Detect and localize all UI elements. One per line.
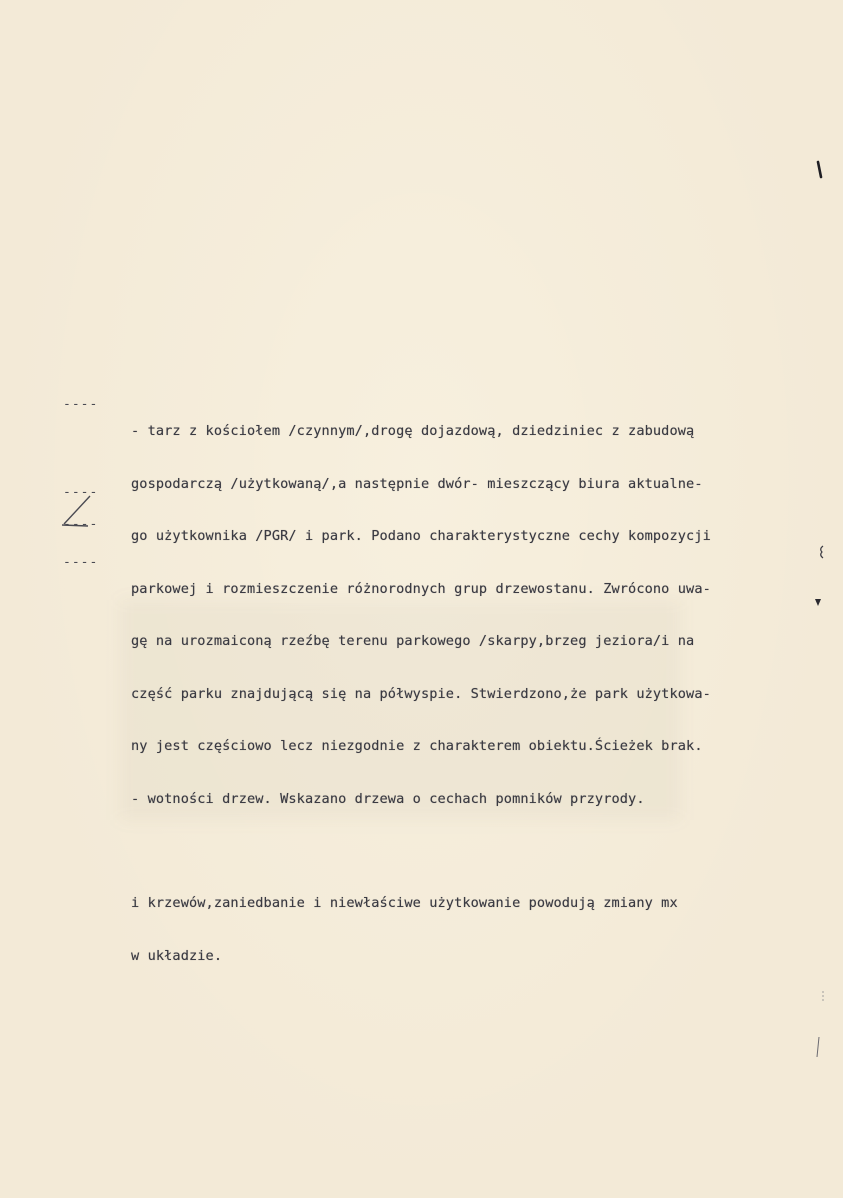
text-line: ny jest częściowo lecz niezgodnie z charakterem obiektu.Ścieżek brak. (131, 738, 703, 754)
text-line: gospodarczą /użytkowaną/,a następnie dwór- mieszczący biura aktualne- (131, 475, 703, 492)
body-text (131, 388, 843, 1000)
text-line: - tarz z kościołem /czynnym/,drogę dojazdową, dziedziniec z zabudową (131, 423, 695, 439)
margin-dash-1: ---- (63, 397, 99, 412)
paragraph-gap (131, 843, 843, 860)
text-line: go użytkownika /PGR/ i park. Podano charakterystyczne cechy kompozycji (131, 528, 711, 544)
bracket-mark (816, 544, 826, 560)
text-line: w układzie. (131, 947, 223, 964)
text-line: gę na urozmaiconą rzeźbę terenu parkowego /skarpy,brzeg jeziora/i na (131, 633, 695, 649)
ink-speck-mark (815, 160, 825, 180)
ink-dot-mark (813, 596, 823, 608)
text-line: - wotności drzew. Wskazano drzewa o cechach pomników przyrody. (131, 790, 645, 807)
margin-z-mark (58, 490, 98, 528)
margin-dash-2: ---- (63, 485, 99, 500)
text-line: i krzewów,zaniedbanie i niewłaściwe użytkowanie powodują zmiany mx (131, 895, 678, 911)
text-line: parkowej i rozmieszczenie różnorodnych grup drzewostanu. Zwrócono uwa- (131, 580, 711, 597)
ink-faint-mark (820, 990, 826, 1002)
margin-dash-4: ---- (63, 555, 99, 570)
ink-tick-mark (814, 1035, 822, 1059)
margin-dash-3: ---- (63, 517, 99, 532)
text-line: część parku znajdującą się na półwyspie. Stwierdzono,że park użytkowa- (131, 685, 711, 702)
